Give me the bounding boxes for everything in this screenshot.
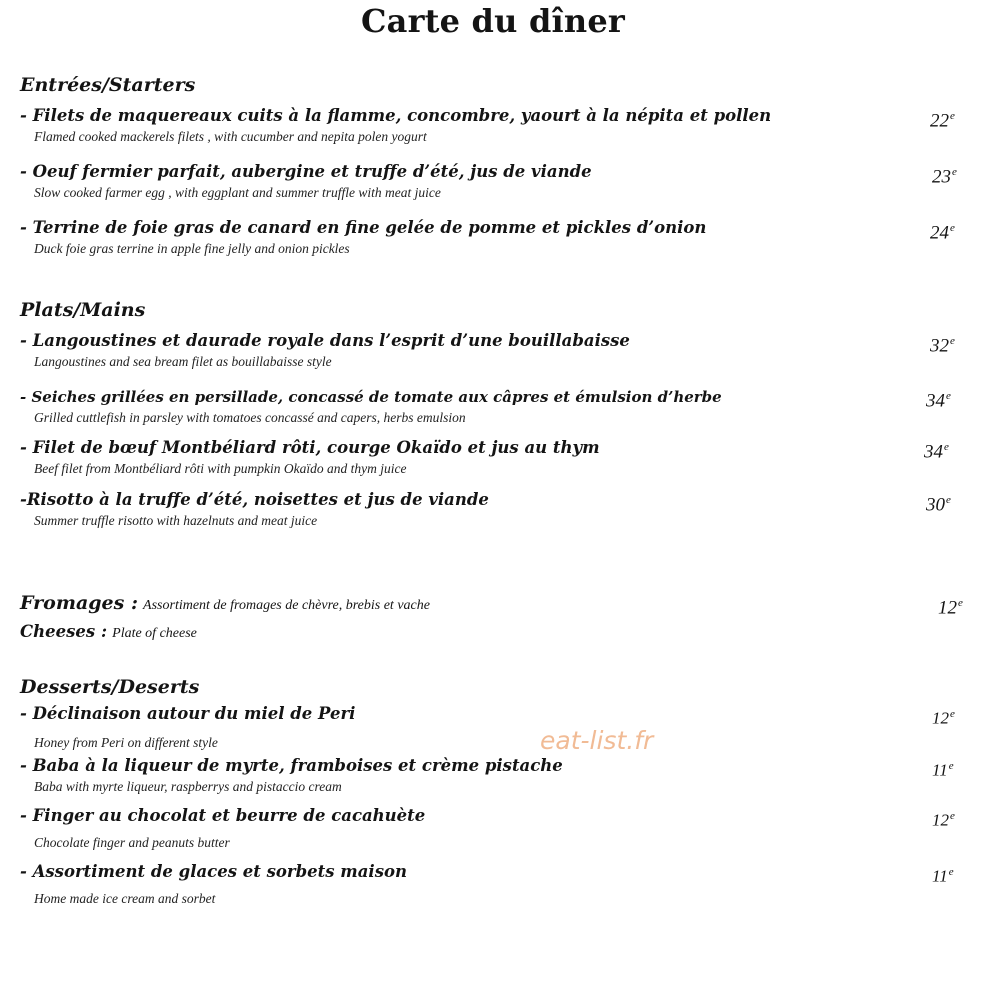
item-description: Beef filet from Montbéliard rôti with pumpkin Okaïdo and thym juice [34,461,407,476]
desserts-heading: Desserts/Deserts [20,676,200,698]
item-price: 11e [932,866,954,886]
menu-item-foie-gras [20,217,970,259]
item-price: 30e [926,494,951,516]
cheese-label-en: Cheeses : [20,622,108,641]
menu-item-langoustines [20,330,970,372]
item-name: - Langoustines et daurade royale dans l’esprit d’une bouillabaisse [20,331,630,350]
item-price: 12e [932,708,955,728]
cheese-price: 12e [938,597,963,619]
mains-heading: Plats/Mains [20,299,146,321]
cheese-line-fr [20,590,430,619]
item-name: - Finger au chocolat et beurre de cacahuète [20,806,426,825]
menu-item-risotto [20,489,970,531]
item-price: 23e [932,166,957,188]
menu-title: Carte du dîner [361,2,625,40]
menu-item-baba [20,755,970,797]
item-description: Chocolate finger and peanuts butter [34,835,230,850]
item-price: 22e [930,110,955,132]
cheese-line-en [20,619,197,647]
menu-item-beef [20,437,970,479]
item-name: -Risotto à la truffe d’été, noisettes et jus de viande [20,490,489,509]
menu-item-cuttlefish [20,386,970,428]
menu-item-egg [20,161,970,203]
item-description: Summer truffle risotto with hazelnuts and meat juice [34,513,318,528]
item-price: 24e [930,222,955,244]
item-description: Flamed cooked mackerels filets , with cucumber and nepita polen yogurt [34,129,427,144]
item-description: Honey from Peri on different style [34,735,218,750]
item-name: - Assortiment de glaces et sorbets maison [20,862,407,881]
item-description: Grilled cuttlefish in parsley with tomatoes concassé and capers, herbs emulsion [34,410,466,425]
menu-item-finger [20,805,970,853]
item-description: Home made ice cream and sorbet [34,891,216,906]
item-price: 32e [930,335,955,357]
item-name: - Seiches grillées en persillade, concassé de tomate aux câpres et émulsion d’herbe [20,388,722,406]
item-name: - Filets de maquereaux cuits à la flamme, concombre, yaourt à la népita et pollen [20,106,772,125]
item-description: Slow cooked farmer egg , with eggplant and summer truffle with meat juice [34,185,441,200]
menu-item-ice-cream [20,861,970,909]
item-name: - Oeuf fermier parfait, aubergine et truffe d’été, jus de viande [20,162,592,181]
item-description: Duck foie gras terrine in apple fine jelly and onion pickles [34,241,350,256]
cheese-text-fr: Assortiment de fromages de chèvre, brebis et vache [143,598,430,613]
item-price: 34e [924,441,949,463]
menu-item-honey [20,703,970,753]
item-description: Baba with myrte liqueur, raspberrys and pistaccio cream [34,779,342,794]
item-name: - Déclinaison autour du miel de Peri [20,704,356,723]
menu-item-mackerel [20,105,970,147]
item-description: Langoustines and sea bream filet as bouillabaisse style [34,354,332,369]
cheese-text-en: Plate of cheese [112,626,197,641]
starters-heading: Entrées/Starters [20,74,196,96]
watermark-text: eat-list.fr [540,726,654,755]
item-name: - Terrine de foie gras de canard en fine gelée de pomme et pickles d’onion [20,218,707,237]
item-name: - Filet de bœuf Montbéliard rôti, courge Okaïdo et jus au thym [20,438,600,457]
item-name: - Baba à la liqueur de myrte, framboises et crème pistache [20,756,563,775]
item-price: 34e [926,390,951,412]
item-price: 12e [932,810,955,830]
cheese-label-fr: Fromages : [20,592,138,614]
item-price: 11e [932,760,954,780]
